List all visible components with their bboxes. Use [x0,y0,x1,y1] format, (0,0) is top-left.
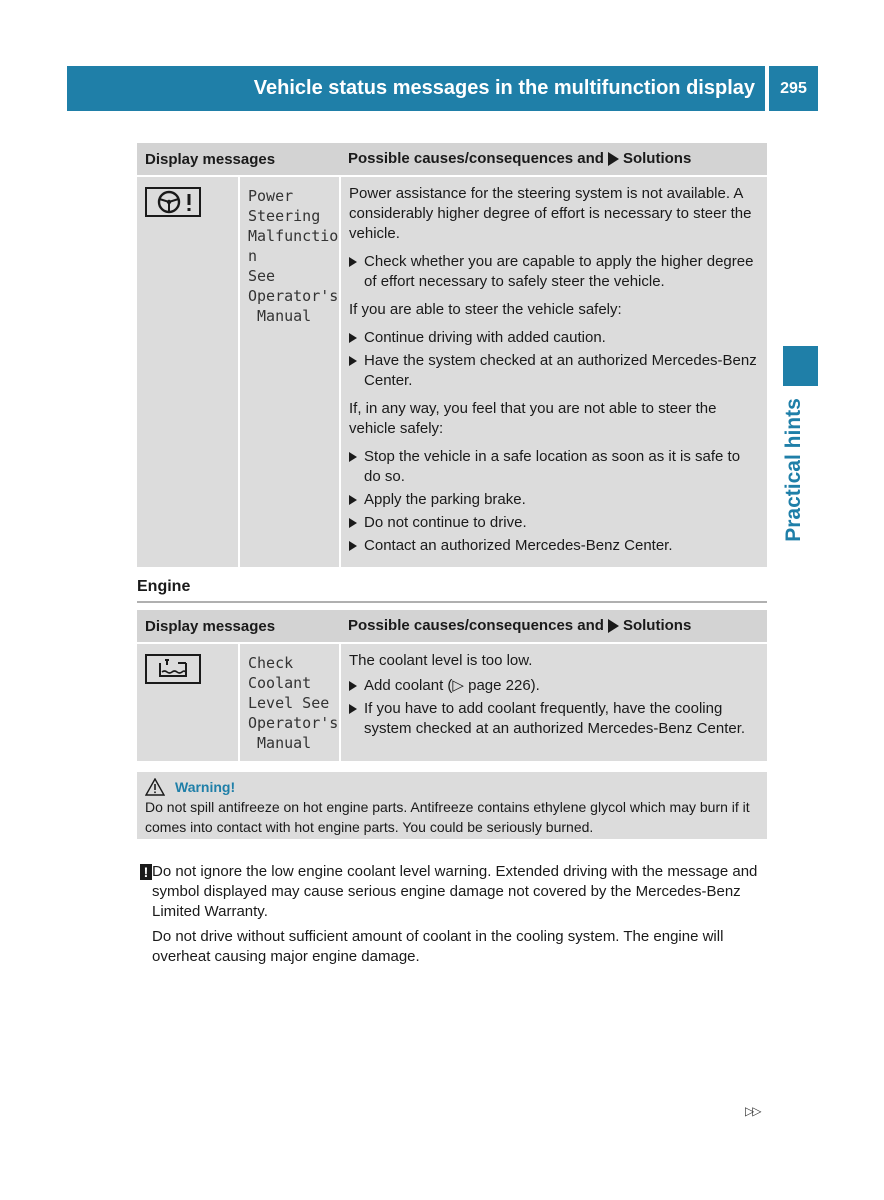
list-item [349,490,759,510]
list-item [349,252,759,292]
display-line: Coolant [248,674,312,692]
steering-message-table [137,143,767,567]
list-item-text: Have the system checked at an authorized Mercedes-Benz Center. [364,352,757,389]
list-item-text: Stop the vehicle in a safe location as soon as it is safe to do so. [364,448,741,485]
steering-warning-icon [145,187,201,217]
bullet-arrow-icon [349,452,357,462]
description-cell [340,176,767,567]
list-item-text: Apply the parking brake. [364,491,526,508]
side-tab-label: Practical hints [782,398,805,542]
arrow-icon [608,619,619,633]
section-title-engine: Engine [137,578,767,603]
description-paragraph: Power assistance for the steering system is not available. A considerably higher degree of effort is necessary to steer the vehicle. [349,185,752,242]
display-text-cell [239,176,340,567]
exclamation-icon: ! [140,864,152,880]
bullet-arrow-icon [349,541,357,551]
display-line: Level See [248,694,330,712]
warning-title: Warning! [175,779,236,795]
list-item-text: Check whether you are capable to apply the higher degree of effort necessary to safely steer the vehicle. [364,253,754,290]
col-solutions-label: Solutions [622,150,692,168]
description-cell [340,643,767,761]
side-tab [776,390,812,550]
col-causes-solutions [340,143,767,176]
bullet-arrow-icon [349,333,357,343]
notice-paragraph: Do not ignore the low engine coolant level warning. Extended driving with the message and symbol displayed may cause serious engine damage not covered by the Mercedes-Benz Limited Warranty. [152,863,758,920]
list-item [349,536,759,556]
col-causes-label: Possible causes/consequences and [348,150,604,168]
list-item-text: If you have to add coolant frequently, have the cooling system checked at an authorized Mercedes-Benz Center. [364,700,746,737]
description-paragraph: If, in any way, you feel that you are not able to steer the vehicle safely: [349,400,717,437]
table-row [137,643,767,761]
table-header-row [137,610,767,643]
list-item [349,513,759,533]
list-item-text: Contact an authorized Mercedes-Benz Center. [364,537,673,554]
warning-triangle-icon [145,778,165,796]
display-line: Malfunctio [248,227,339,245]
description-paragraph: The coolant level is too low. [349,652,533,669]
display-line: See [248,267,276,285]
display-line: Operator's [248,287,339,305]
list-item-text: Continue driving with added caution. [364,329,606,346]
display-line: n [248,247,258,265]
display-line: Manual [248,307,312,325]
list-item [349,447,759,487]
description-paragraph: If you are able to steer the vehicle safely: [349,301,622,318]
list-item-text: Add coolant (▷ page 226). [364,677,540,694]
bullet-arrow-icon [349,257,357,267]
coolant-level-icon [145,654,201,684]
display-line: Power [248,187,294,205]
side-tab-marker [783,346,818,386]
bullet-arrow-icon [349,681,357,691]
display-line: Manual [248,734,312,752]
bullet-arrow-icon [349,495,357,505]
display-text-cell [239,643,340,761]
table-header-row [137,143,767,176]
page-number: 295 [769,66,818,111]
warning-text: Do not spill antifreeze on hot engine parts. Antifreeze contains ethylene glycol which may burn if it comes into contact with hot engine parts. You could be seriously burned. [145,799,750,835]
col-display-messages: Display messages [137,143,340,176]
warning-header [145,777,759,797]
display-line: Check [248,654,294,672]
col-solutions-label: Solutions [622,617,692,635]
list-item [349,676,759,696]
engine-message-table [137,610,767,761]
icon-cell [137,176,239,567]
list-item [349,351,759,391]
display-line: Operator's [248,714,339,732]
notice-block [137,862,772,972]
arrow-icon [608,152,619,166]
bullet-arrow-icon [349,518,357,528]
icon-cell [137,643,239,761]
page-title: Vehicle status messages in the multifunction display [253,77,755,99]
col-causes-label: Possible causes/consequences and [348,617,604,635]
list-item [349,328,759,348]
warning-box [137,772,767,839]
list-item-text: Do not continue to drive. [364,514,527,531]
display-line: Steering [248,207,321,225]
bullet-arrow-icon [349,356,357,366]
bullet-arrow-icon [349,704,357,714]
notice-paragraph: Do not drive without sufficient amount of coolant in the cooling system. The engine will overheat causing major engine damage. [152,928,724,965]
page-header [67,66,765,111]
table-row [137,176,767,567]
col-causes-solutions [340,610,767,643]
continue-marker: ▷▷ [745,1104,760,1118]
list-item [349,699,759,739]
col-display-messages: Display messages [137,610,340,643]
